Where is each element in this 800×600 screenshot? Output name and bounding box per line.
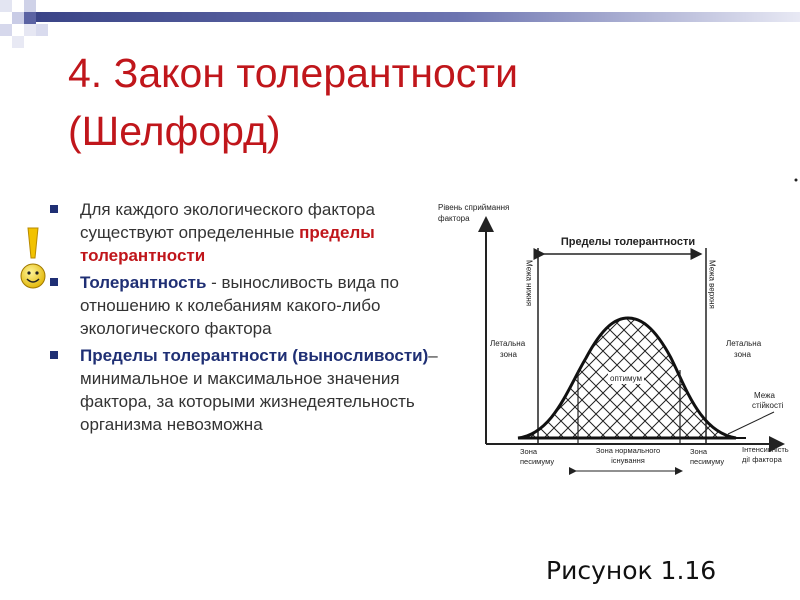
title-line-2: (Шелфорд)	[68, 108, 281, 154]
bullet-term: Пределы толерантности (выносливости)	[80, 346, 429, 365]
bullet-item	[48, 198, 448, 267]
header-decoration	[0, 0, 800, 48]
lethal-zone-right-label: Летальна зона	[726, 339, 762, 359]
pessimum-zone-left-label: Зона песимуму	[520, 447, 555, 466]
lethal-zone-left-label: Летальна зона	[490, 339, 526, 359]
title-line-1: 4. Закон толерантности	[68, 50, 518, 96]
figure-corner-dot	[795, 179, 798, 182]
bullet-text: – минимальное и максимальное значения фактора, за которыми жизнедеятельность организма невозможна	[80, 346, 438, 434]
lower-limit-label: Межа нижня	[524, 260, 534, 307]
upper-limit-label: Межа верхня	[707, 260, 717, 309]
stability-limit-label: Межа стійкості	[752, 391, 784, 410]
bullet-list	[48, 198, 448, 440]
bullet-highlight: пределы толерантности	[80, 223, 375, 265]
pessimum-zone-right-label: Зона песимуму	[690, 447, 725, 466]
normal-zone-label: Зона нормального існування	[595, 446, 661, 465]
x-axis-label: Інтенсивність дії фактора	[742, 445, 789, 464]
bullet-term: Толерантность	[80, 273, 207, 292]
stability-limit-pointer	[728, 412, 774, 434]
bullet-item	[48, 271, 448, 340]
bullet-text: - выносливость вида по отношению к колебаниям какого-либо экологического фактора	[80, 273, 399, 338]
bullet-item	[48, 344, 448, 436]
optimum-label: оптимум	[610, 374, 642, 383]
bullet-text: Для каждого экологического фактора существуют определенные	[80, 200, 375, 242]
slide-title	[68, 44, 668, 160]
figure-caption: Рисунок 1.16	[546, 556, 717, 585]
tolerance-diagram	[428, 176, 800, 498]
exclamation-smiley-icon	[16, 224, 50, 292]
y-axis-label: Рівень сприймання фактора	[438, 203, 510, 223]
tolerance-limits-label: Пределы толерантности	[560, 236, 696, 248]
